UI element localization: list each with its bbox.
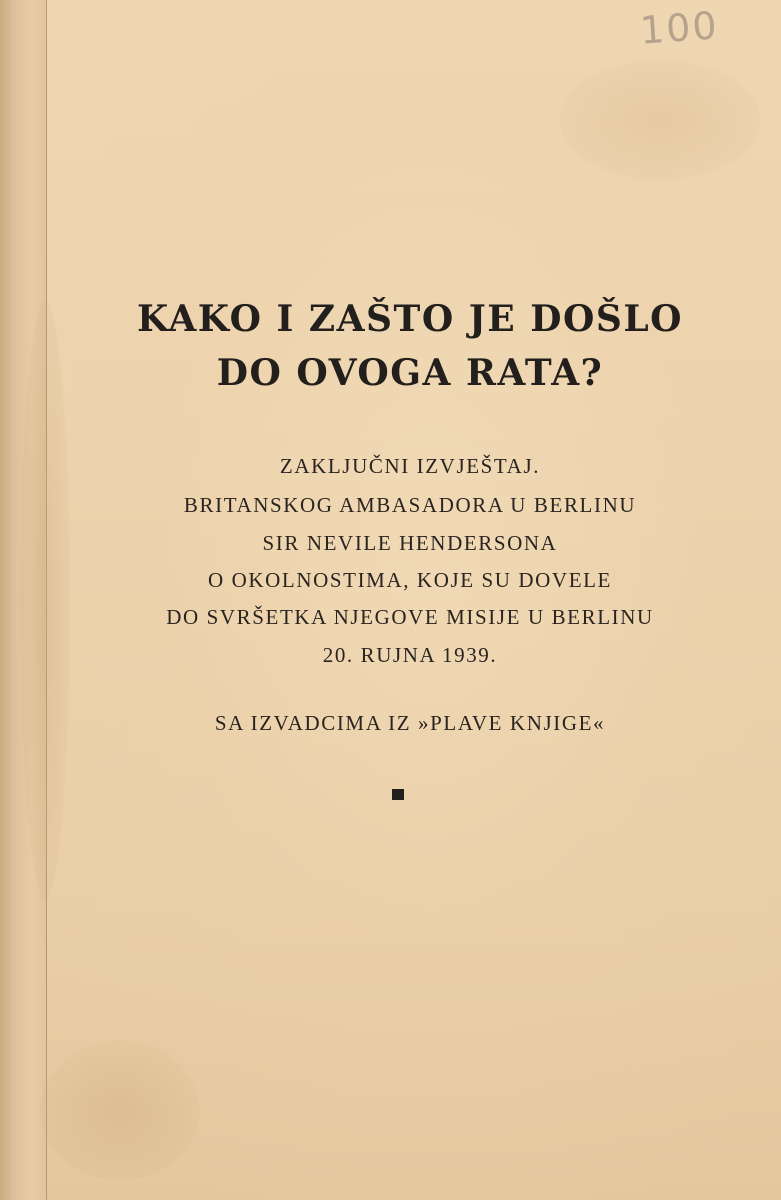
title-line-1: KAKO I ZAŠTO JE DOŠLO <box>137 298 683 340</box>
subtitle-line-5: DO SVRŠETKA NJEGOVE MISIJE U BERLINU <box>166 605 654 629</box>
subtitle-line-3: SIR NEVILE HENDERSONA <box>262 531 558 555</box>
subtitle-date: 20. RUJNA 1939. <box>322 643 498 667</box>
subtitle-line-1: ZAKLJUČNI IZVJEŠTAJ. <box>279 454 541 478</box>
extract-note: SA IZVADCIMA IZ »PLAVE KNJIGE« <box>214 711 606 735</box>
paper-stain <box>560 60 760 180</box>
subtitle-line-4: O OKOLNOSTIMA, KOJE SU DOVELE <box>208 568 612 592</box>
square-ornament-icon <box>392 789 404 800</box>
subtitle-line-2: BRITANSKOG AMBASADORA U BERLINU <box>183 493 637 517</box>
binding-spine <box>0 0 47 1200</box>
pencil-annotation: 100 <box>638 3 720 53</box>
title-line-2: DO OVOGA RATA? <box>216 352 604 394</box>
paper-stain <box>40 1040 200 1180</box>
